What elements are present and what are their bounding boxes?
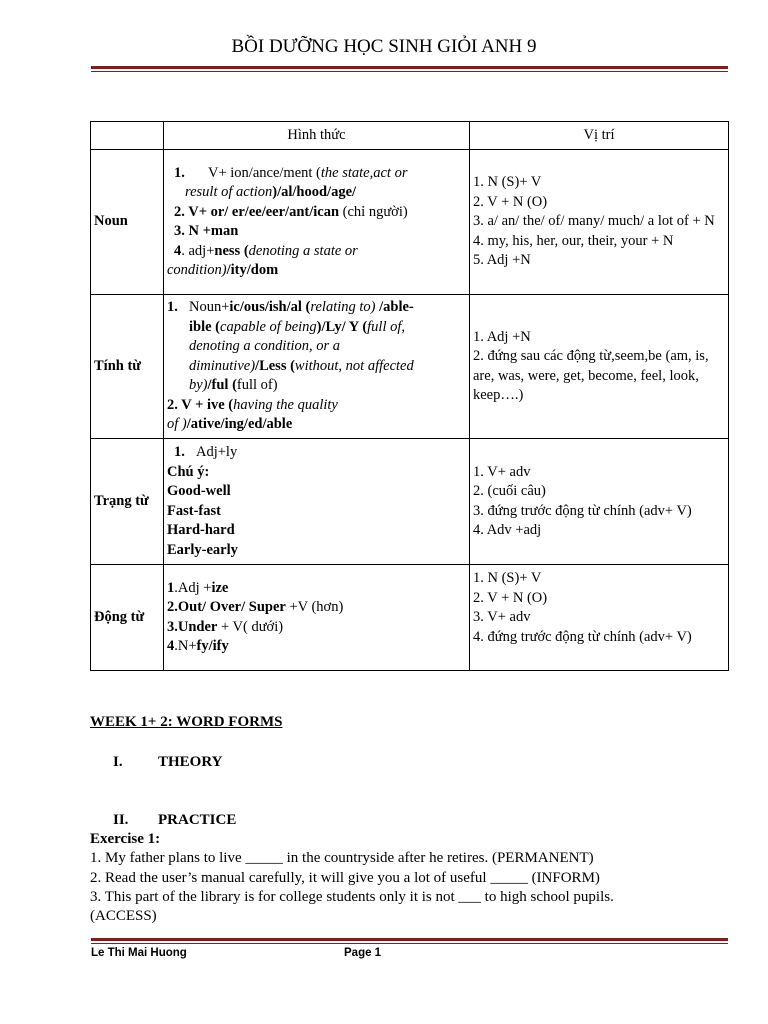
exercise-line-3: 3. This part of the library is for college students only it is not ___ to high school pupils. — [90, 889, 614, 905]
row-label-adverb: Trạng từ — [91, 439, 164, 565]
header-rule-thick — [91, 66, 728, 69]
exercise-line-1: 1. My father plans to live _____ in the countryside after he retires. (PERMANENT) — [90, 850, 594, 866]
footer-page-number: Page 1 — [344, 947, 382, 959]
header-form: Hình thức — [164, 122, 470, 150]
adjective-forms: 1. Noun+ic/ous/ish/al (relating to) /able- ible (capable of being)/Ly/ Y (full of, denoting a condition, or a diminutive)/Less (without, not affected by)/ful (full of) 2. V + ive (having the quality of )/ative/ing/ed/able — [164, 295, 470, 439]
noun-positions: 1. N (S)+ V 2. V + N (O) 3. a/ an/ the/ of/ many/ much/ a lot of + N 4. my, his, her, our, their, your + N 5. Adj +N — [470, 150, 729, 295]
row-label-noun: Noun — [91, 150, 164, 295]
footer-rule-thick — [91, 938, 728, 941]
row-label-verb: Động từ — [91, 565, 164, 671]
header-position: Vị trí — [470, 122, 729, 150]
table-header-row — [91, 122, 729, 150]
noun-forms: 1. V+ ion/ance/ment (the state,act or result of action)/al/hood/age/ 2. V+ or/ er/ee/eer/ant/ican (chỉ người) 3. N +man 4. adj+ness (denoting a state or condition)/ity/dom — [164, 150, 470, 295]
table-row-noun — [91, 150, 729, 295]
exercise-title: Exercise 1: — [90, 831, 161, 847]
exercise-line-2: 2. Read the user’s manual carefully, it will give you a lot of useful _____ (INFORM) — [90, 870, 600, 886]
header-rule-thin — [91, 71, 728, 72]
page-title: BỒI DƯỠNG HỌC SINH GIỎI ANH 9 — [231, 36, 537, 57]
word-forms-table — [90, 121, 729, 671]
section-theory-title: THEORY — [158, 754, 223, 770]
exercise-line-4: (ACCESS) — [90, 908, 157, 924]
section-practice-number: II. — [113, 812, 129, 828]
verb-forms: 1.Adj +ize 2.Out/ Over/ Super +V (hơn) 3.Under + V( dưới) 4.N+fy/ify — [164, 565, 470, 671]
footer-author: Le Thi Mai Huong — [91, 947, 187, 959]
table-row-adverb — [91, 439, 729, 565]
adverb-positions: 1. V+ adv 2. (cuối câu) 3. đứng trước động từ chính (adv+ V) 4. Adv +adj — [470, 439, 729, 565]
verb-positions: 1. N (S)+ V 2. V + N (O) 3. V+ adv 4. đứng trước động từ chính (adv+ V) — [470, 565, 729, 671]
week-title: WEEK 1+ 2: WORD FORMS — [90, 714, 283, 730]
adverb-forms: 1. Adj+ly Chú ý: Good-well Fast-fast Hard-hard Early-early — [164, 439, 470, 565]
table-row-adjective — [91, 295, 729, 439]
header-blank-cell — [91, 122, 164, 150]
row-label-adjective: Tính từ — [91, 295, 164, 439]
adjective-positions: 1. Adj +N 2. đứng sau các động từ,seem,be (am, is, are, was, were, get, become, feel, look, keep….) — [470, 295, 729, 439]
footer-rule-thin — [91, 943, 728, 944]
section-practice-title: PRACTICE — [158, 812, 237, 828]
section-theory-number: I. — [113, 754, 123, 770]
table-row-verb — [91, 565, 729, 671]
